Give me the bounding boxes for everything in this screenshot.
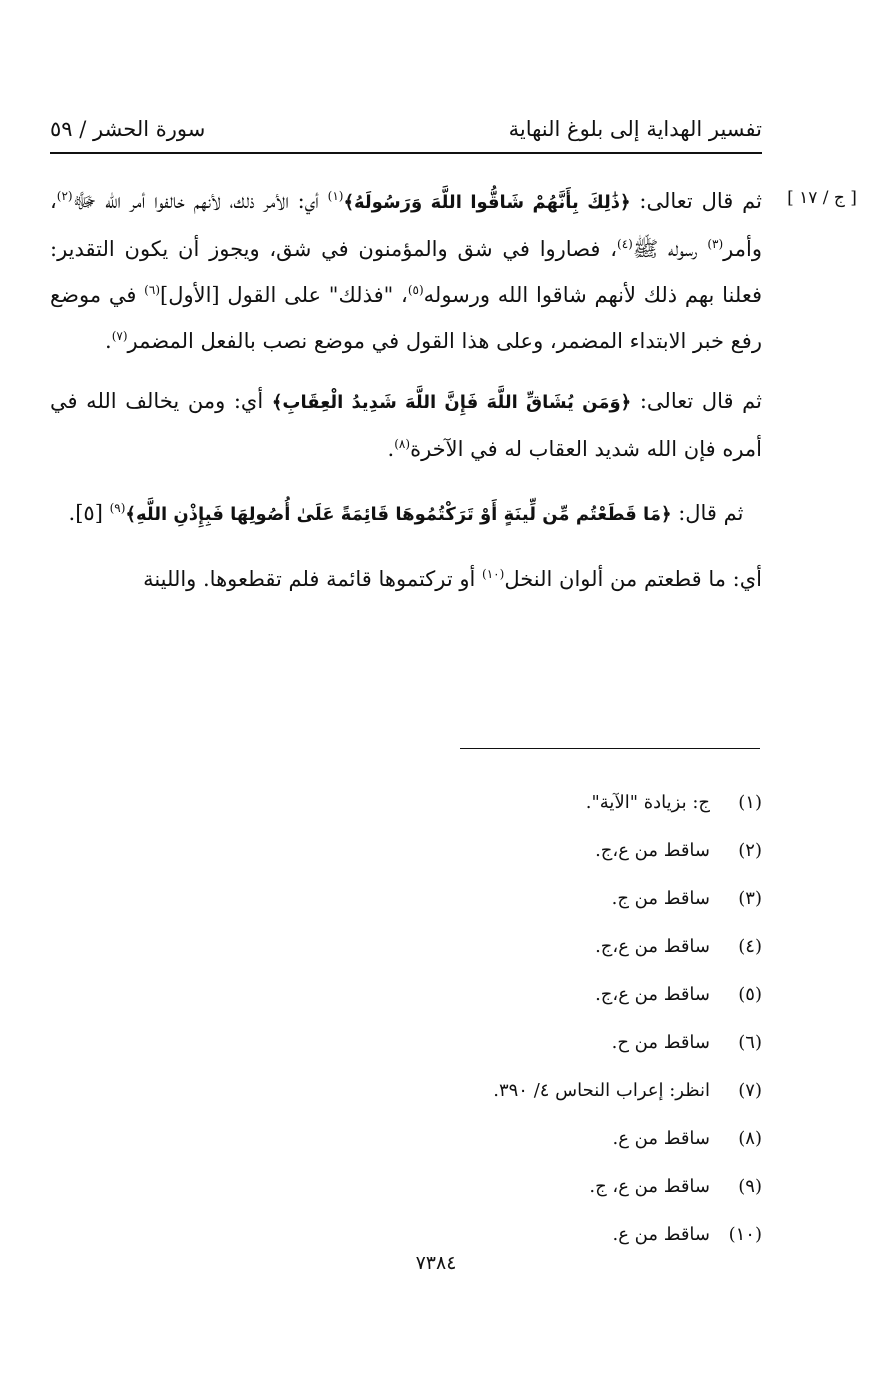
footnotes-list [350,778,762,1258]
footnote-item [350,1018,762,1066]
footnote-item [350,826,762,874]
ayah-number: [٥]. [68,501,110,525]
footnote-item [350,1210,762,1258]
footnote-number: (٩) [738,1175,762,1197]
footnote-text: ساقط من ع،ج. [595,983,710,1005]
paragraph-spacer [50,538,762,556]
footnote-number: (٦) [738,1031,762,1053]
p1-text-2: ، وأمر [50,189,762,261]
paragraph-3 [50,490,762,538]
footnote-item [350,778,762,826]
footnote-ref-1: (١) [327,189,344,203]
page-header [50,112,762,146]
paragraph-1 [50,178,762,364]
footnote-text: ساقط من ع. [612,1223,710,1245]
footnote-ref-7: (٧) [111,329,128,343]
footnote-ref-4: (٤) [617,237,633,251]
footnote-divider [460,748,760,749]
p2-intro: ثم قال تعالى: [631,389,762,413]
p1-text-4: ، فصاروا في شق والمؤمنون في شق، ويجوز أن يكون التقدير: فعلنا بهم ذلك لأنهم شاقوا الله ورسوله [50,237,763,307]
footnote-ref-5: (٥) [407,283,424,297]
footnote-ref-8: (٨) [394,437,411,451]
quran-verse-1: ﴿ذَٰلِكَ بِأَنَّهُمْ شَاقُّوا اللَّهَ وَرَسُولَهُ﴾ [343,192,631,213]
footnote-item [350,1066,762,1114]
footnote-number: (١٠) [728,1223,762,1245]
footnote-text: ساقط من ج. [611,887,710,909]
footnote-ref-3: (٣) [707,237,724,251]
margin-manuscript-note: [ ج / ١٧ ] [787,188,857,208]
paragraph-4 [50,556,762,602]
surah-page-indicator: سورة الحشر / ٥٩ [50,117,206,141]
footnote-number: (٣) [738,887,762,909]
p1-text-7: . [105,329,112,353]
footnote-number: (٢) [738,839,762,861]
p2-text-2: . [387,437,395,461]
book-title: تفسير الهداية إلى بلوغ النهاية [508,117,762,141]
footnote-text: ساقط من ع. [612,1127,710,1149]
footnote-text: ساقط من ع،ج. [595,839,710,861]
footnote-text: ساقط من ع، ج. [589,1175,710,1197]
paragraph-spacer [50,472,762,490]
footnote-number: (٧) [738,1079,762,1101]
p1-text-5: ، "فذلك" على القول [الأول] [160,283,408,307]
footnote-ref-2: (٢) [56,189,73,203]
footnote-number: (١) [738,791,762,813]
p1-text-1: أي: الأمر ذلك، لأنهم خالفوا أمر الله ﷻ [72,189,328,213]
p1-text-6: في موضع رفع خبر الابتداء المضمر، وعلى هذا القول في موضع نصب بالفعل المضمر [50,283,762,353]
quran-verse-2: ﴿وَمَن يُشَاقِّ اللَّهَ فَإِنَّ اللَّهَ شَدِيدُ الْعِقَابِ﴾ [271,392,632,413]
paragraph-spacer [50,364,762,378]
p4-text-1: أي: ما قطعتم من ألوان النخل [504,567,762,591]
footnote-text: ج: بزيادة "الآية". [585,791,710,813]
footnote-ref-10: (١٠) [482,567,505,581]
footnote-item [350,922,762,970]
footnote-text: ساقط من ع،ج. [595,935,710,957]
p1-intro: ثم قال تعالى: [630,189,762,213]
footnote-number: (٤) [738,935,762,957]
footnote-ref-6: (٦) [144,283,160,297]
footnote-number: (٨) [738,1127,762,1149]
footnote-ref-9: (٩) [109,501,126,515]
header-divider [50,152,762,154]
paragraph-2 [50,378,762,472]
footnote-text: انظر: إعراب النحاس ٤/ ٣٩٠. [493,1079,710,1101]
p3-intro: ثم قال: [671,501,744,525]
footnote-item [350,1114,762,1162]
main-text [50,178,762,602]
footnote-item [350,970,762,1018]
p1-text-3: رسوله ﷺ [632,237,708,261]
footnote-number: (٥) [738,983,762,1005]
p4-text-2: أو تركتموها قائمة فلم تقطعوها. واللينة [143,567,483,591]
p2-text-1: أي: ومن يخالف الله في أمره فإن الله شديد العقاب له في الآخرة [50,389,762,461]
footnote-item [350,874,762,922]
page-number: ٧٣٨٤ [415,1252,457,1274]
footnote-text: ساقط من ح. [611,1031,710,1053]
footnote-item [350,1162,762,1210]
quran-verse-3: ﴿مَا قَطَعْتُم مِّن لِّينَةٍ أَوْ تَرَكْتُمُوهَا قَائِمَةً عَلَىٰ أُصُولِهَا فَبِإِذْنِ اللَّهِ﴾ [125,504,672,525]
